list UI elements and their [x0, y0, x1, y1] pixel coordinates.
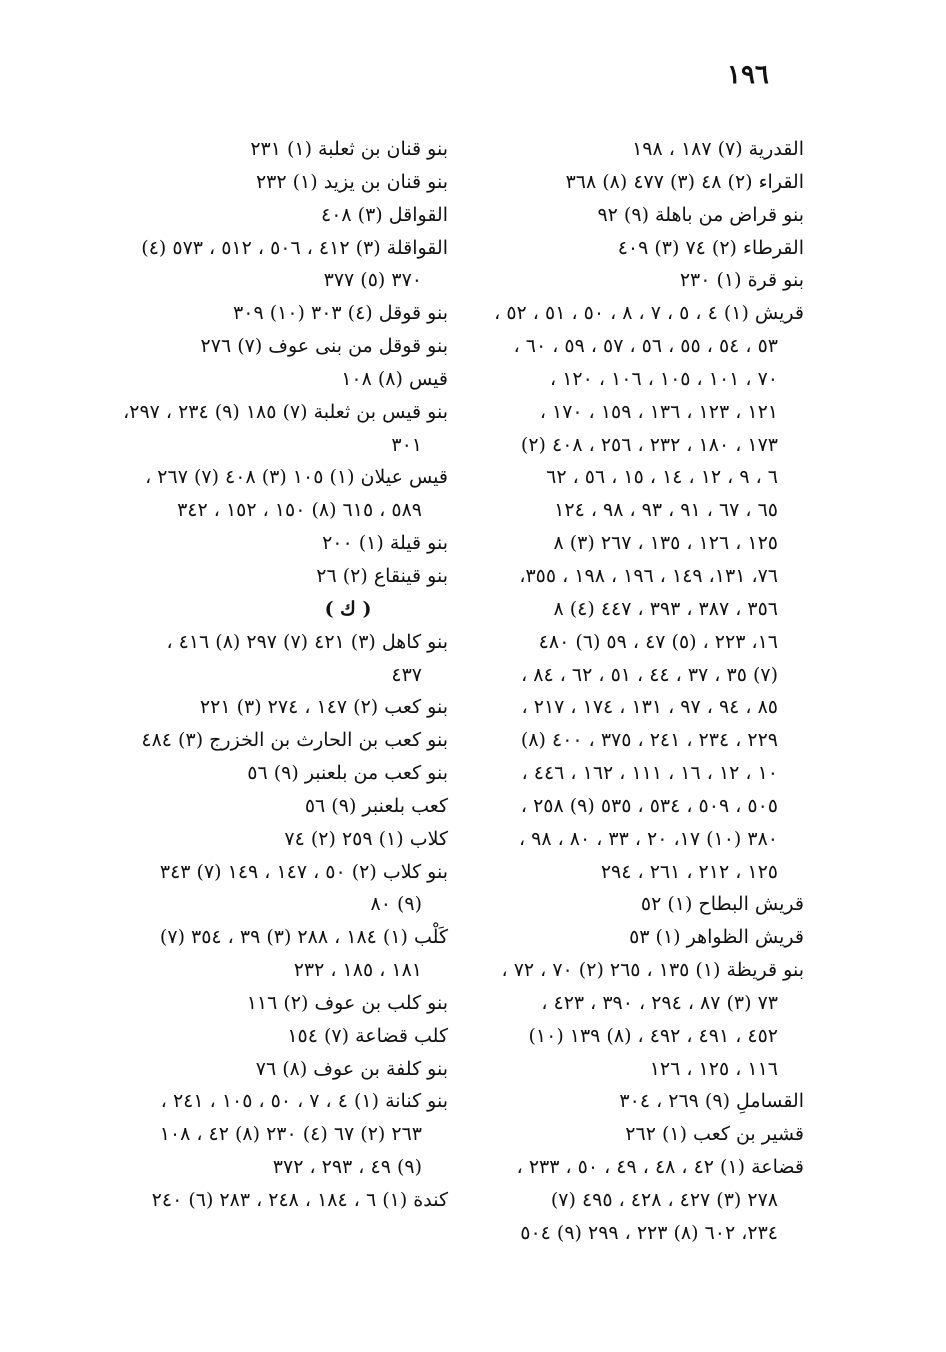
index-entry: بنو كاهل (٣) ٤٢١ (٧) ٢٩٧ (٨) ٤١٦ ، [166, 630, 448, 653]
index-entry-continuation: ٦٥ ، ٦٧ ، ٩١ ، ٩٣ ، ٩٨ ، ١٢٤ [554, 499, 778, 522]
index-entry: كلب قضاعة (٧) ١٥٤ [287, 1024, 448, 1047]
index-entry-continuation: ١٨١ ، ١٨٥ ، ٢٣٢ [293, 959, 422, 982]
index-entry-continuation: ٣٥٦ ، ٣٨٧ ، ٣٩٣ ، ٤٤٧ (٤) ٨ [553, 597, 778, 620]
index-entry: بنو قوقل من بنى عوف (٧) ٢٧٦ [200, 335, 448, 358]
index-entry-continuation: ٤٣٧ [391, 663, 422, 686]
index-entry: قيس (٨) ١٠٨ [341, 367, 448, 390]
index-entry-continuation: ١١٦ ، ١٢٥ ، ١٢٦ [649, 1057, 778, 1080]
index-entry-continuation: ٧٣ (٣) ٨٧ ، ٢٩٤ ، ٣٩٠ ، ٤٢٣ ، [541, 991, 778, 1014]
index-entry: بنو قنان بن ثعلبة (١) ٢٣١ [250, 138, 448, 160]
index-entry: كندة (١) ٦ ، ١٨٤ ، ٢٤٨ ، ٢٨٣ (٦) ٢٤٠ [151, 1189, 448, 1211]
index-entry: بنو قوقل (٤) ٣٠٣ (١٠) ٣٠٩ [233, 302, 448, 325]
index-entry: بنو كلاب (٢) ٥٠ ، ١٤٧ ، ١٤٩ (٧) ٣٤٣ [159, 860, 448, 883]
index-entry: بنو قرة (١) ٢٣٠ [679, 269, 804, 292]
index-entry: القساملِ (٩) ٢٦٩ ، ٣٠٤ [619, 1090, 804, 1113]
index-entry-continuation: ١٢٥ ، ١٢٦ ، ١٣٥ ، ٢٦٧ (٣) ٨ [553, 532, 778, 555]
index-entry-continuation: ٣٨٠ (١٠) ١٧، ٢٠ ، ٣٣ ، ٨٠ ، ٩٨ ، [518, 827, 778, 850]
index-entry: بنو قيلة (١) ٢٠٠ [322, 532, 448, 555]
index-entry-continuation: ١٠ ، ١٢ ، ١٦ ، ١١١ ، ١٦٢ ، ٤٤٦ ، [521, 762, 778, 785]
index-entry: بنو كلفة بن عوف (٨) ٧٦ [255, 1057, 448, 1080]
index-entry-continuation: ٥٨٩ ، ٦١٥ (٨) ١٥٠ ، ١٥٢ ، ٣٤٢ [177, 499, 422, 522]
section-heading: ( ك ) [324, 597, 372, 620]
index-entry: بنو قينقاع (٢) ٢٦ [316, 564, 448, 587]
index-entry-continuation: ٤٥٢ ، ٤٩١ ، ٤٩٢ ، (٨) ١٣٩ (١٠) [528, 1024, 778, 1047]
index-entry: بنو كنانة (١) ٤ ، ٧ ، ٥٠ ، ١٠٥ ، ٢٤١ ، [160, 1090, 448, 1113]
index-entry: بنو قيس بن ثعلبة (٧) ١٨٥ (٩) ٢٣٤ ، ٢٩٧، [123, 400, 448, 423]
index-column-right [470, 133, 804, 1250]
index-entry-continuation: ١٧٣ ، ١٨٠ ، ٢٣٢ ، ٢٥٦ ، ٤٠٨ (٢) [520, 433, 778, 456]
index-entry: قريش (١) ٤ ، ٥ ، ٧ ، ٨ ، ٥٠ ، ٥١ ، ٥٢ ، [494, 302, 804, 325]
index-entry-continuation: ٥٣ ، ٥٤ ، ٥٥ ، ٥٦ ، ٥٧ ، ٥٩ ، ٦٠ ، [513, 335, 778, 358]
index-entry: كلاب (١) ٢٥٩ (٢) ٧٤ [284, 827, 448, 850]
index-entry: القواقلة (٣) ٤١٢ ، ٥٠٦ ، ٥١٢ ، ٥٧٣ (٤) [141, 236, 448, 259]
index-entry: قريش الظواهر (١) ٥٣ [629, 926, 804, 949]
index-entry: القرطاء (٢) ٧٤ (٣) ٤٠٩ [617, 236, 804, 259]
index-entry-continuation: ١٦، ٢٢٣ ، (٥) ٤٧ ، ٥٩ (٦) ٤٨٠ [538, 630, 778, 653]
index-entry: بنو قراض من باهلة (٩) ٩٢ [597, 203, 804, 226]
page-number: ١٩٦ [727, 60, 769, 90]
index-entry: قيس عيلان (١) ١٠٥ (٣) ٤٠٨ (٧) ٢٦٧ ، [145, 466, 448, 489]
index-entry: قضاعة (١) ٤٢ ، ٤٨ ، ٤٩ ، ٥٠ ، ٢٣٣ ، [516, 1156, 804, 1179]
index-entry: بنو كعب من بلعنبر (٩) ٥٦ [247, 762, 448, 785]
index-entry-continuation: ٢٧٨ (٣) ٤٢٧ ، ٤٢٨ ، ٤٩٥ (٧) [550, 1189, 778, 1211]
index-entry: بنو قريظة (١) ١٣٥ ، ٢٦٥ (٢) ٧٠ ، ٧٢ ، [501, 959, 804, 982]
index-entry: قشير بن كعب (١) ٢٦٢ [625, 1123, 804, 1146]
index-entry: بنو كلب بن عوف (٢) ١١٦ [246, 991, 448, 1014]
index-entry: القواقل (٣) ٤٠٨ [321, 203, 448, 226]
index-entry-continuation: ٢٣٤، ٦٠٢ (٨) ٢٢٣ ، ٢٩٩ (٩) ٥٠٤ [520, 1221, 778, 1244]
index-entry-continuation: ١٢١ ، ١٢٣ ، ١٣٦ ، ١٥٩ ، ١٧٠ ، [539, 400, 778, 423]
index-entry-continuation: ١٢٥ ، ٢١٢ ، ٢٦١ ، ٢٩٤ [600, 860, 778, 883]
index-entry-continuation: ٢٢٩ ، ٢٣٤ ، ٢٤١ ، ٣٧٥ ، ٤٠٠ (٨) [520, 729, 778, 752]
index-column-left [108, 133, 448, 1217]
index-entry: قريش البطاح (١) ٥٢ [640, 893, 804, 916]
index-entry-continuation: ٨٥ ، ٩٤ ، ٩٧ ، ١٣١ ، ١٧٤ ، ٢١٧ ، [521, 696, 778, 719]
index-entry-continuation: ٧٦، ١٣١، ١٤٩ ، ١٩٦ ، ١٩٨ ، ٣٥٥، [519, 564, 778, 587]
index-entry-continuation: (٧) ٣٥ ، ٣٧ ، ٤٤ ، ٥١ ، ٦٢ ، ٨٤ ، [521, 663, 778, 686]
index-entry: كعب بلعنبر (٩) ٥٦ [304, 794, 448, 817]
index-entry: بنو كعب (٢) ١٤٧ ، ٢٧٤ (٣) ٢٢١ [199, 696, 448, 719]
index-entry-continuation: ٥٠٥ ، ٥٠٩ ، ٥٣٤ ، ٥٣٥ (٩) ٢٥٨ ، [520, 794, 778, 817]
index-entry: بنو كعب بن الحارث بن الخزرج (٣) ٤٨٤ [141, 729, 448, 752]
index-entry-continuation: ٦ ، ٩ ، ١٢ ، ١٤ ، ١٥ ، ٥٦ ، ٦٢ [546, 466, 778, 489]
index-entry-continuation: (٩) ٨٠ [370, 893, 422, 916]
index-entry-continuation: ٢٦٣ (٢) ٦٧ (٤) ٢٣٠ (٨) ٤٢ ، ١٠٨ [159, 1123, 422, 1146]
index-entry-continuation: ٧٠ ، ١٠١ ، ١٠٥ ، ١٠٦ ، ١٢٠ ، [550, 367, 778, 390]
index-entry: القدرية (٧) ١٨٧ ، ١٩٨ [632, 138, 804, 160]
index-entry: القراء (٢) ٤٨ (٣) ٤٧٧ (٨) ٣٦٨ [565, 170, 804, 193]
index-entry-continuation: ٣٠١ [391, 433, 422, 456]
index-entry-continuation: (٩) ٤٩ ، ٢٩٣ ، ٣٧٢ [272, 1156, 422, 1179]
index-entry-continuation: ٣٧٠ (٥) ٣٧٧ [323, 269, 422, 292]
index-entry: كَلْب (١) ١٨٤ ، ٢٨٨ (٣) ٣٩ ، ٣٥٤ (٧) [159, 926, 448, 949]
index-entry: بنو قنان بن يزيد (١) ٢٣٢ [255, 170, 448, 193]
